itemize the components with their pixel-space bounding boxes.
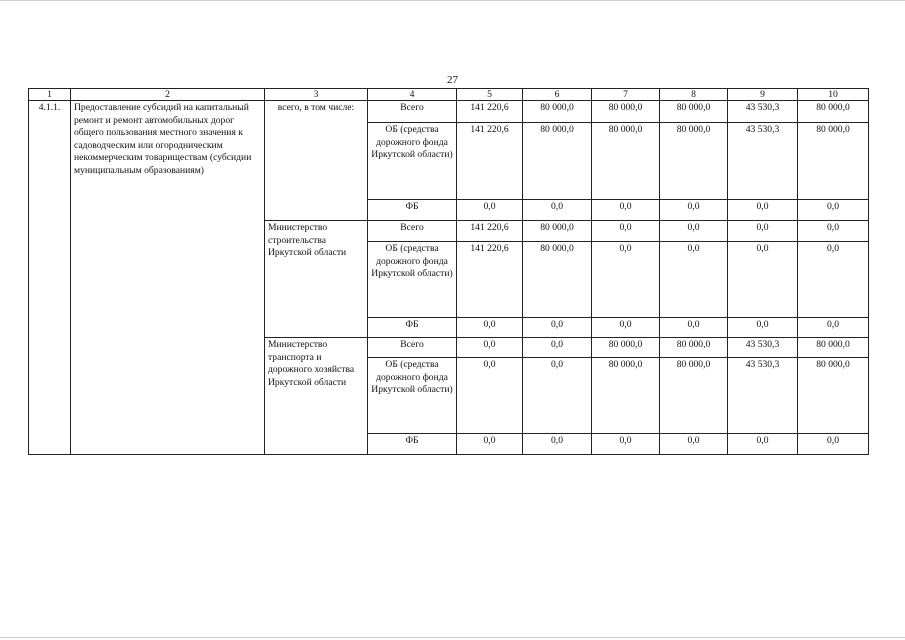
column-number: 10: [798, 89, 869, 101]
value-cell: 0,0: [592, 200, 660, 221]
item-name: Предоставление субсидий на капитальный ремонт и ремонт автомобильных дорог общего пользования местного значения к садоводческим или огородническим некоммерческим товариществам (субсидии муниципальным образованиям): [71, 101, 265, 455]
value-cell: 80 000,0: [523, 242, 592, 318]
program-table: [28, 88, 869, 455]
value-cell: 80 000,0: [798, 101, 869, 123]
responsible-cell: Министерство транспорта и дорожного хозяйства Иркутской области: [265, 338, 368, 455]
value-cell: 0,0: [660, 221, 728, 242]
value-cell: 0,0: [592, 242, 660, 318]
value-cell: 0,0: [592, 434, 660, 455]
table-row: [29, 101, 869, 123]
source-cell: ОБ (средства дорожного фонда Иркутской области): [368, 358, 457, 434]
column-number: 5: [457, 89, 523, 101]
value-cell: 0,0: [728, 242, 798, 318]
column-number: 7: [592, 89, 660, 101]
value-cell: 141 220,6: [457, 242, 523, 318]
value-cell: 43 530,3: [728, 358, 798, 434]
column-number: 1: [29, 89, 71, 101]
responsible-cell: всего, в том числе:: [265, 101, 368, 221]
value-cell: 0,0: [660, 242, 728, 318]
column-number: 3: [265, 89, 368, 101]
source-cell: ФБ: [368, 434, 457, 455]
value-cell: 0,0: [523, 434, 592, 455]
value-cell: 0,0: [523, 338, 592, 358]
column-number: 2: [71, 89, 265, 101]
source-cell: Всего: [368, 221, 457, 242]
value-cell: 0,0: [457, 358, 523, 434]
value-cell: 0,0: [660, 318, 728, 338]
value-cell: 80 000,0: [798, 338, 869, 358]
page-number: 27: [447, 74, 458, 86]
value-cell: 80 000,0: [523, 221, 592, 242]
source-cell: Всего: [368, 338, 457, 358]
value-cell: 80 000,0: [660, 358, 728, 434]
value-cell: 80 000,0: [592, 338, 660, 358]
value-cell: 0,0: [798, 318, 869, 338]
value-cell: 0,0: [457, 200, 523, 221]
value-cell: 80 000,0: [660, 338, 728, 358]
value-cell: 0,0: [457, 434, 523, 455]
source-cell: ФБ: [368, 200, 457, 221]
value-cell: 0,0: [798, 434, 869, 455]
column-number: 9: [728, 89, 798, 101]
value-cell: 0,0: [728, 434, 798, 455]
value-cell: 141 220,6: [457, 101, 523, 123]
value-cell: 80 000,0: [798, 358, 869, 434]
source-cell: ОБ (средства дорожного фонда Иркутской области): [368, 242, 457, 318]
value-cell: 0,0: [523, 200, 592, 221]
column-number-row: [29, 89, 869, 101]
value-cell: 80 000,0: [660, 123, 728, 200]
column-number: 4: [368, 89, 457, 101]
scan-edge-top: [0, 0, 905, 1]
item-number: 4.1.1.: [29, 101, 71, 455]
scan-edge-bottom: [0, 637, 905, 638]
value-cell: 0,0: [523, 318, 592, 338]
column-number: 8: [660, 89, 728, 101]
source-cell: ФБ: [368, 318, 457, 338]
value-cell: 43 530,3: [728, 101, 798, 123]
value-cell: 0,0: [592, 318, 660, 338]
value-cell: 0,0: [523, 358, 592, 434]
value-cell: 80 000,0: [592, 101, 660, 123]
value-cell: 0,0: [728, 200, 798, 221]
column-number: 6: [523, 89, 592, 101]
value-cell: 0,0: [798, 242, 869, 318]
value-cell: 43 530,3: [728, 338, 798, 358]
value-cell: 0,0: [798, 200, 869, 221]
value-cell: 141 220,6: [457, 221, 523, 242]
value-cell: 0,0: [592, 221, 660, 242]
value-cell: 43 530,3: [728, 123, 798, 200]
value-cell: 0,0: [660, 200, 728, 221]
value-cell: 0,0: [457, 318, 523, 338]
value-cell: 80 000,0: [592, 358, 660, 434]
value-cell: 80 000,0: [660, 101, 728, 123]
value-cell: 80 000,0: [523, 101, 592, 123]
value-cell: 0,0: [728, 221, 798, 242]
value-cell: 0,0: [660, 434, 728, 455]
source-cell: Всего: [368, 101, 457, 123]
value-cell: 0,0: [798, 221, 869, 242]
value-cell: 0,0: [457, 338, 523, 358]
value-cell: 0,0: [728, 318, 798, 338]
value-cell: 80 000,0: [523, 123, 592, 200]
value-cell: 80 000,0: [798, 123, 869, 200]
responsible-cell: Министерство строительства Иркутской области: [265, 221, 368, 338]
value-cell: 80 000,0: [592, 123, 660, 200]
value-cell: 141 220,6: [457, 123, 523, 200]
source-cell: ОБ (средства дорожного фонда Иркутской области): [368, 123, 457, 200]
